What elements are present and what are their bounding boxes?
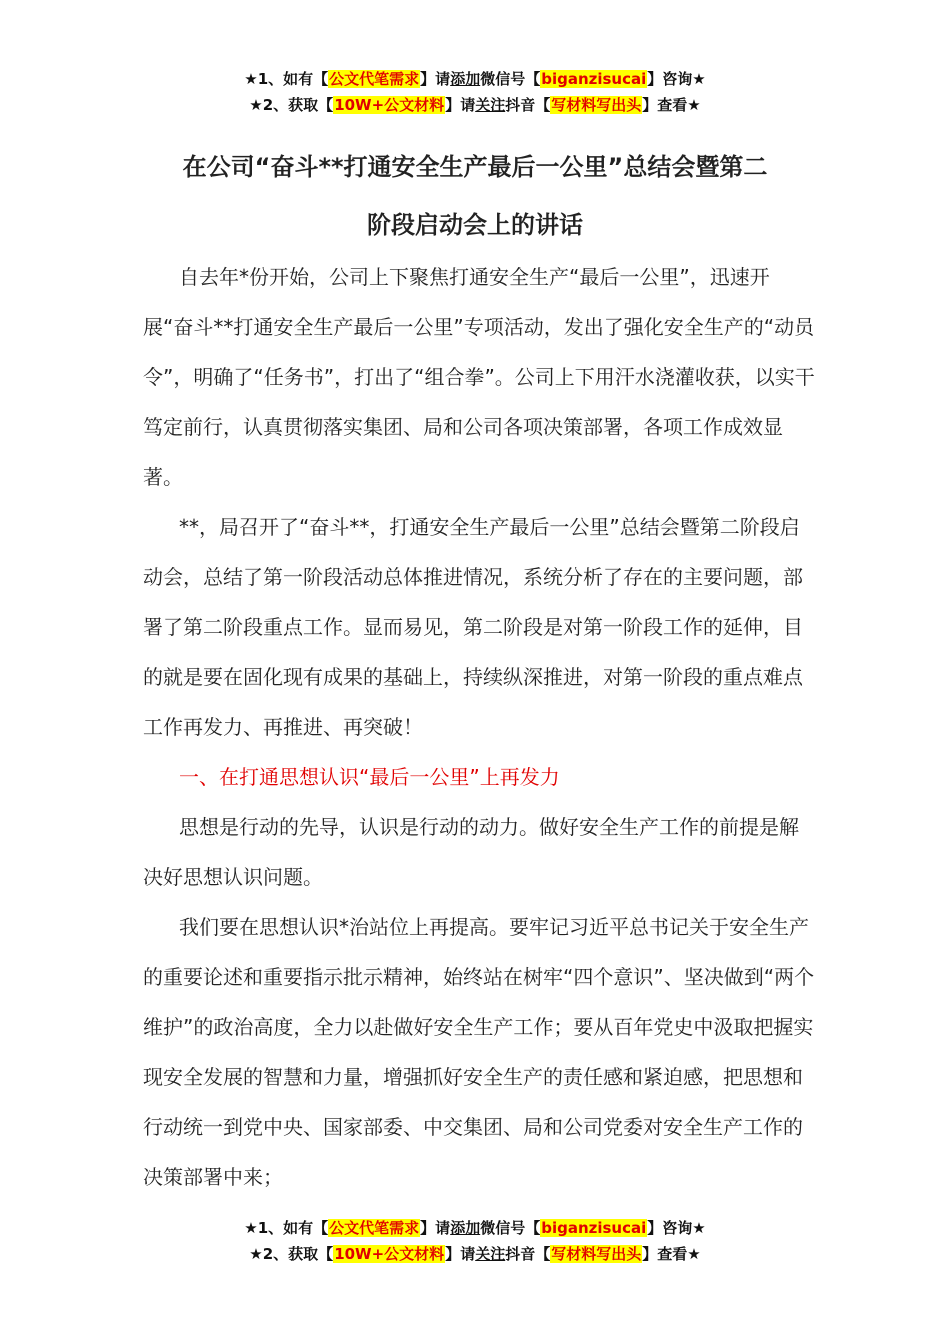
banner-highlight: 写材料写出头	[551, 1245, 642, 1263]
header-banner	[0, 66, 950, 118]
paragraph: 自去年*份开始，公司上下聚焦打通安全生产“最后一公里”，迅速开展“奋斗**打通安全生产最后一公里”专项活动，发出了强化安全生产的“动员令”，明确了“任务书”，打出了“组合拳”。公司上下用汗水浇灌收获，以实干笃定前行，认真贯彻落实集团、局和公司各项决策部署，各项工作成效显著。	[143, 265, 815, 489]
banner-line-1	[0, 66, 950, 92]
banner-line-2	[0, 1241, 950, 1267]
banner-text: 】咨询★	[647, 70, 706, 88]
banner-highlight: 写材料写出头	[551, 96, 642, 114]
section-heading: 一、在打通思想认识“最后一公里”上再发力	[179, 765, 560, 789]
banner-underlined: 关注	[475, 96, 506, 114]
banner-text: 抖音【	[505, 1245, 551, 1263]
banner-text: 】查看★	[642, 96, 701, 114]
banner-text: 】咨询★	[647, 1219, 706, 1237]
banner-text: ★1、如有【	[244, 1219, 329, 1237]
banner-text: 微信号【	[480, 1219, 541, 1237]
banner-text: 抖音【	[505, 96, 551, 114]
banner-text: 】查看★	[642, 1245, 701, 1263]
paragraph: 思想是行动的先导，认识是行动的动力。做好安全生产工作的前提是解决好思想认识问题。	[143, 815, 799, 889]
banner-text: 】请	[445, 1245, 476, 1263]
banner-highlight: 10W+公文材料	[334, 1245, 445, 1263]
banner-line-1	[0, 1215, 950, 1241]
banner-highlight: 公文代笔需求	[329, 1219, 420, 1237]
banner-line-2	[0, 92, 950, 118]
banner-text: 】请	[420, 70, 451, 88]
banner-text: 】请	[420, 1219, 451, 1237]
banner-text: ★1、如有【	[244, 70, 329, 88]
banner-text: ★2、获取【	[249, 1245, 334, 1263]
title-line: 阶段启动会上的讲话	[367, 211, 583, 239]
paragraph: **，局召开了“奋斗**，打通安全生产最后一公里”总结会暨第二阶段启动会，总结了第一阶段活动总体推进情况，系统分析了存在的主要问题，部署了第二阶段重点工作。显而易见，第二阶段是对第一阶段工作的延伸，目的就是要在固化现有成果的基础上，持续纵深推进，对第一阶段的重点难点工作再发力、再推进、再突破！	[143, 515, 803, 739]
banner-underlined: 添加	[450, 70, 481, 88]
banner-text: 】请	[445, 96, 476, 114]
banner-highlight: 10W+公文材料	[334, 96, 445, 114]
footer-banner	[0, 1215, 950, 1267]
document-body	[143, 252, 815, 1202]
paragraph: 我们要在思想认识*治站位上再提高。要牢记习近平总书记关于安全生产的重要论述和重要指示批示精神，始终站在树牢“四个意识”、坚决做到“两个维护”的政治高度，全力以赴做好安全生产工作；要从百年党史中汲取把握实现安全发展的智慧和力量，增强抓好安全生产的责任感和紧迫感，把思想和行动统一到党中央、国家部委、中交集团、局和公司党委对安全生产工作的决策部署中来；	[143, 915, 815, 1189]
banner-text: ★2、获取【	[249, 96, 334, 114]
banner-highlight: biganzisucai	[541, 70, 647, 88]
title-line: 在公司“奋斗**打通安全生产最后一公里”总结会暨第二	[182, 153, 768, 181]
banner-text: 微信号【	[480, 70, 541, 88]
banner-underlined: 关注	[475, 1245, 506, 1263]
banner-highlight: biganzisucai	[541, 1219, 647, 1237]
document-title	[140, 138, 810, 254]
banner-underlined: 添加	[450, 1219, 481, 1237]
banner-highlight: 公文代笔需求	[329, 70, 420, 88]
